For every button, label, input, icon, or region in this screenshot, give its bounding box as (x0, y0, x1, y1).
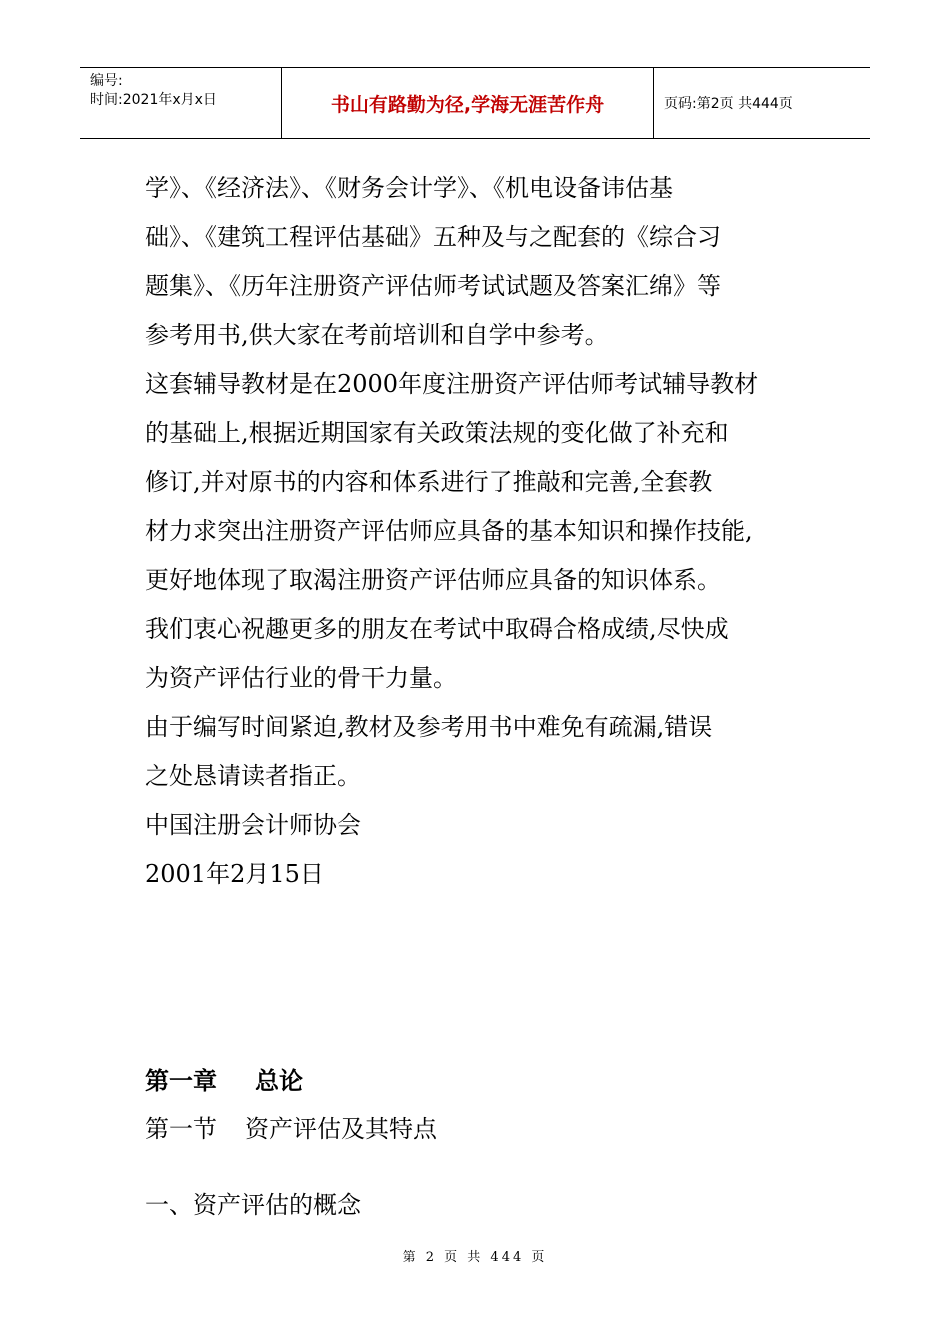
body-line: 由于编写时间紧迫,教材及参考用书中难免有疏漏,错误 (145, 713, 713, 741)
body-line: 础》、《建筑工程评估基础》五种及与之配套的《综合习 (145, 223, 721, 251)
time-label: 时间:2021年x月x日 (90, 92, 217, 108)
body-line: 参考用书,供大家在考前培训和自学中参考。 (145, 321, 609, 349)
body-line: 这套辅导教材是在2000年度注册资产评估师考试辅导教材 (145, 370, 759, 398)
page-footer: 第 2 页 共 444 页 (402, 1250, 548, 1265)
body-line: 为资产评估行业的骨干力量。 (145, 664, 457, 692)
section-number: 第一节 (145, 1115, 217, 1143)
chapter-title: 总论 (255, 1067, 303, 1095)
header-motto: 书山有路勤为径,学海无涯苦作舟 (282, 68, 654, 138)
body-text (145, 164, 805, 899)
body-line: 材力求突出注册资产评估师应具备的基本知识和操作技能, (145, 517, 753, 545)
body-line: 学》、《经济法》、《财务会计学》、《机电设备讳估基 (145, 174, 673, 202)
chapter-heading (145, 1064, 303, 1098)
section-title: 资产评估及其特点 (245, 1115, 437, 1143)
section-heading (145, 1112, 437, 1146)
header-meta (80, 68, 282, 138)
body-line: 我们衷心祝趣更多的朋友在考试中取碍合格成绩,尽快成 (145, 615, 729, 643)
signature-date: 2001年2月15日 (145, 860, 324, 888)
body-line: 的基础上,根据近期国家有关政策法规的变化做了补充和 (145, 419, 729, 447)
body-line: 题集》、《历年注册资产评估师考试试题及答案汇绵》等 (145, 272, 721, 300)
body-line: 更好地体现了取渴注册资产评估师应具备的知识体系。 (145, 566, 721, 594)
header-page-info: 页码:第2页 共444页 (664, 96, 793, 112)
chapter-number: 第一章 (145, 1067, 217, 1095)
organization-signature: 中国注册会计师协会 (145, 811, 361, 839)
body-line: 之处恳请读者指正。 (145, 762, 361, 790)
subsection-heading: 一、资产评估的概念 (145, 1191, 361, 1219)
body-line: 修订,并对原书的内容和体系进行了推敲和完善,全套教 (145, 468, 713, 496)
page-header (80, 67, 870, 139)
number-label: 编号: (90, 73, 123, 89)
